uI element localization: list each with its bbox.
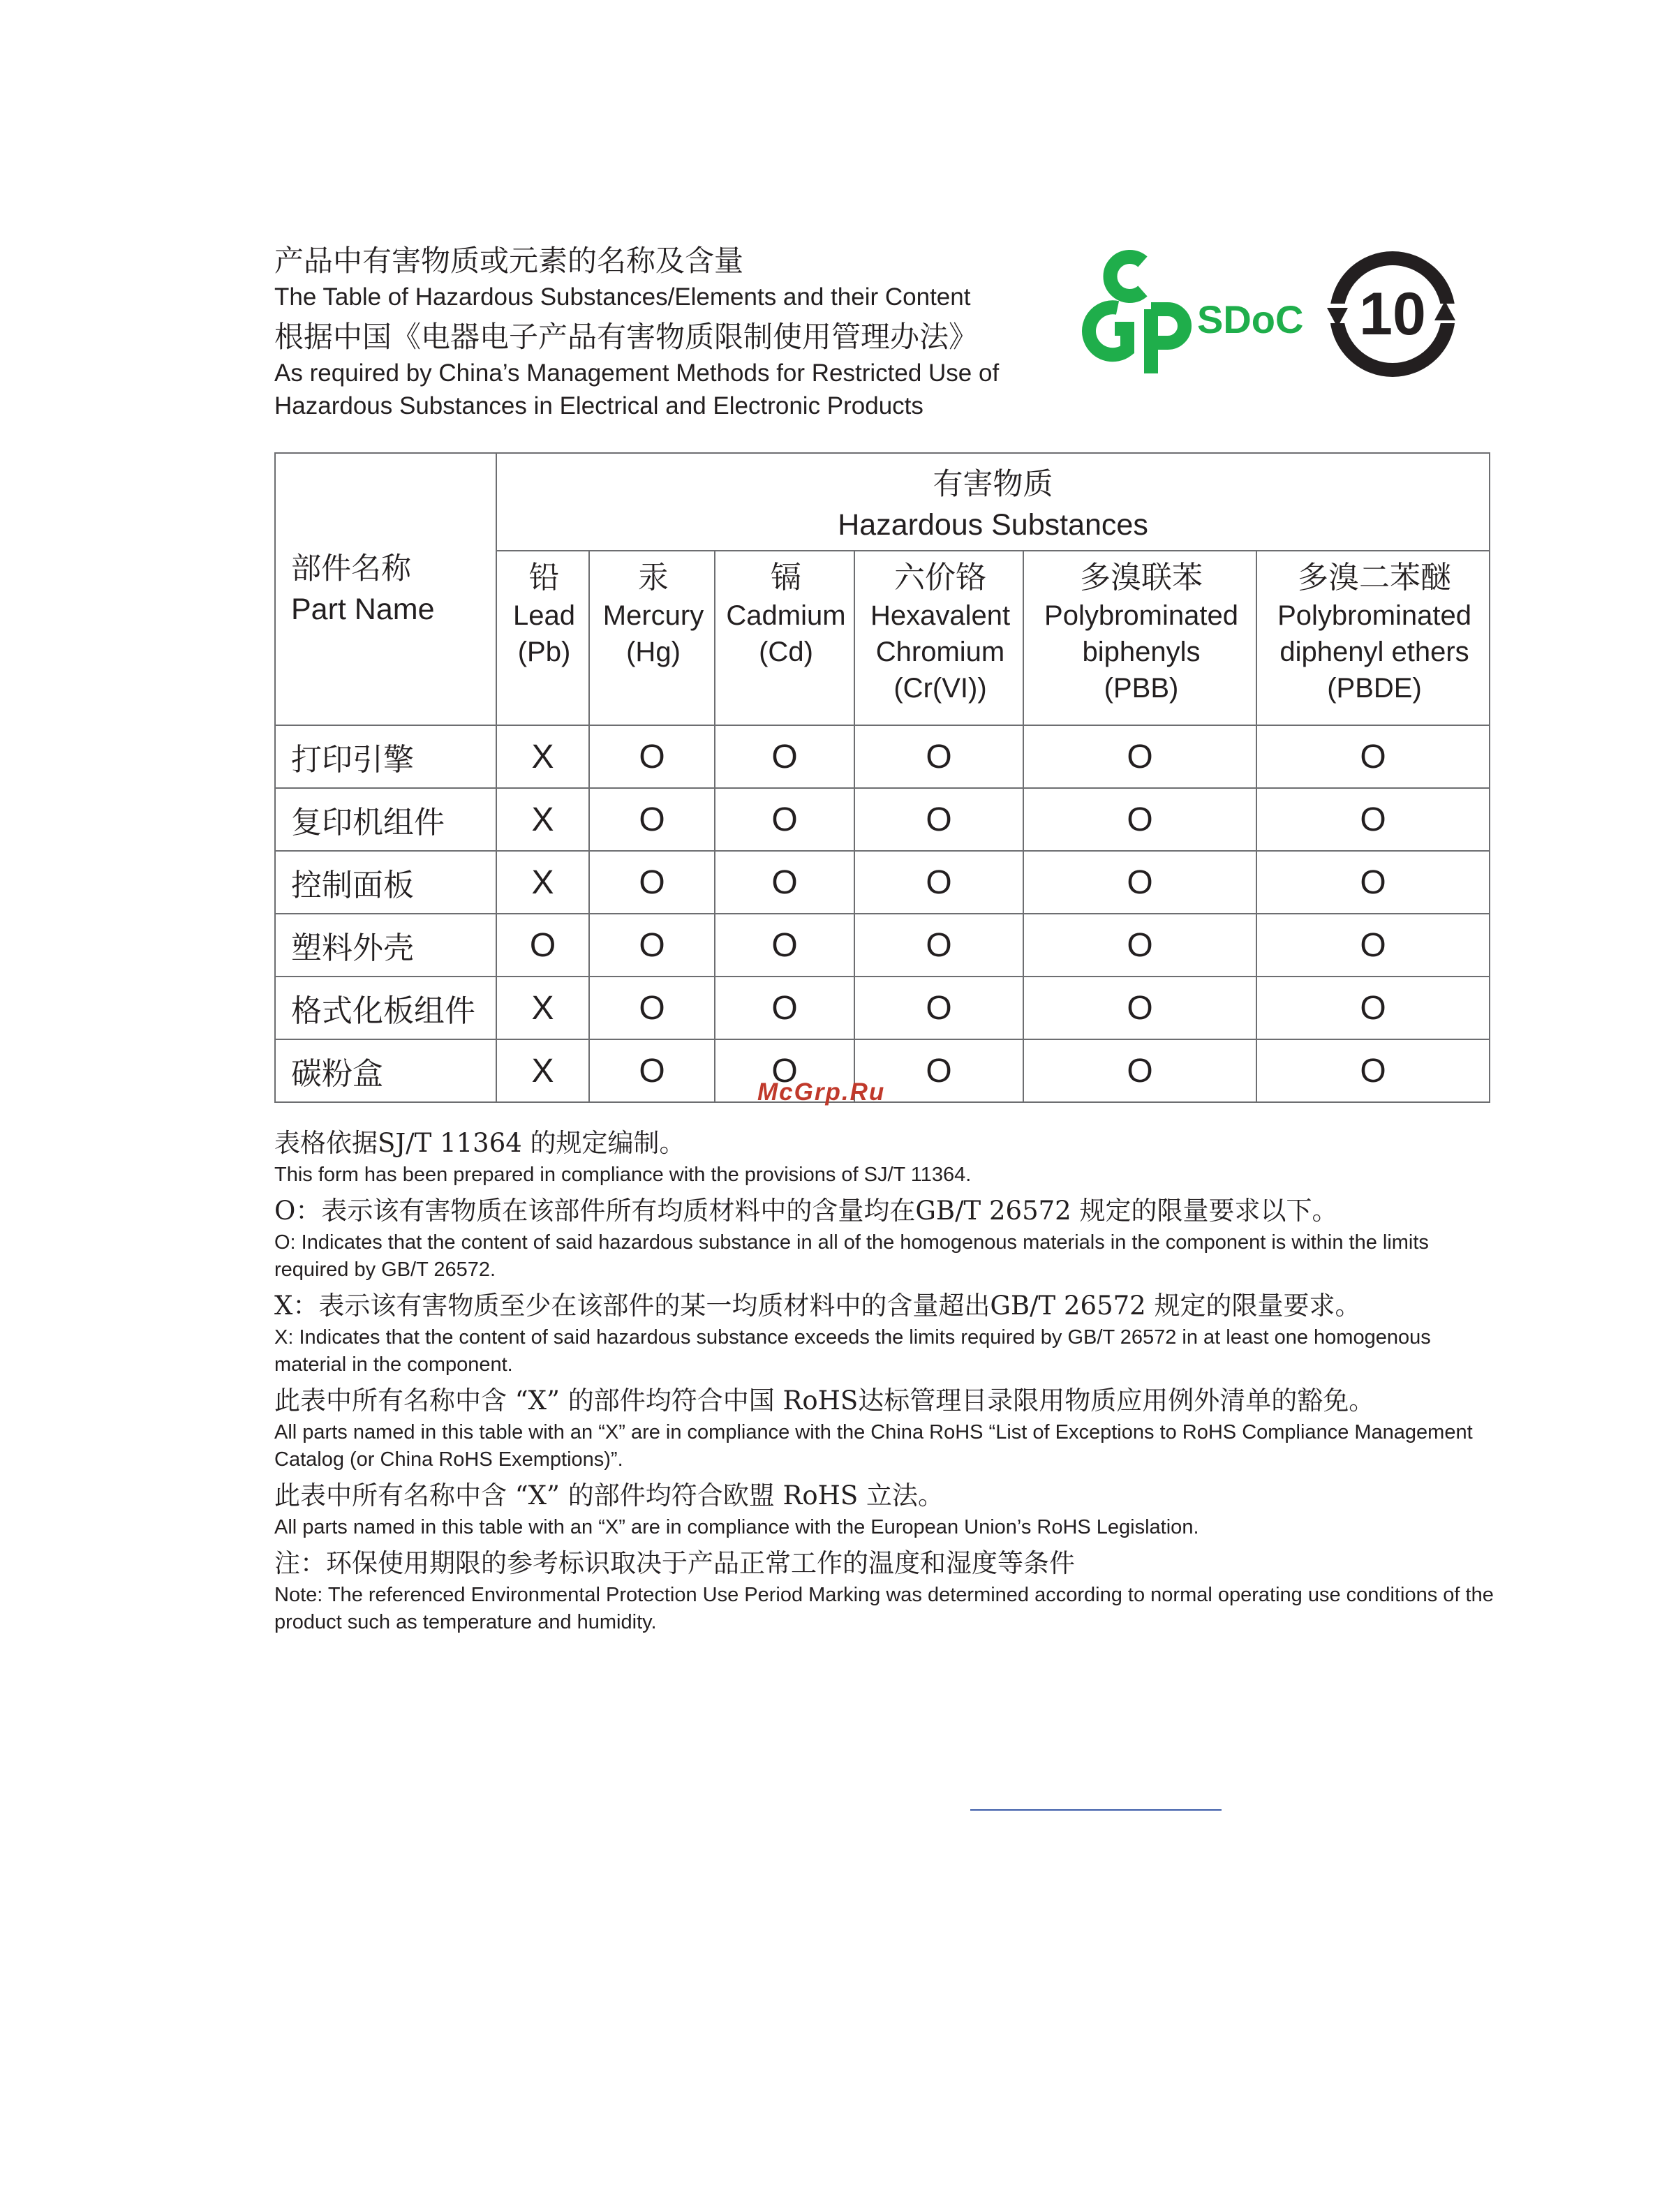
part-name-header-en: Part Name [291,593,435,626]
substance-mark-cell: O [589,725,715,788]
document-header [274,242,1084,422]
substance-mark-cell: X [496,725,589,788]
watermark: McGrp.Ru [757,1078,886,1106]
substance-mark-cell: O [1023,914,1256,977]
note-en: This form has been prepared in compliance with the provisions of SJ/T 11364. [274,1164,972,1186]
note-cn: 表格依据SJ/T 11364 的规定编制。 [274,1128,685,1158]
table-row [275,725,1490,788]
cqc-right-p [1151,309,1185,373]
decorative-underline [970,1809,1222,1811]
logos-svg [1078,241,1469,387]
table-row [275,851,1490,914]
note-en: O: Indicates that the content of said hazardous substance in all of the homogenous materials in the component is within the limits required by GB/T 26572. [274,1231,1429,1281]
substance-mark-cell: O [715,977,854,1039]
column-header-en-line: diphenyl ethers [1279,637,1469,667]
note-cn: X：表示该有害物质至少在该部件的某一均质材料中的含量超出GB/T 26572 规定的限量要求。 [274,1291,1361,1321]
column-header-en-line: Polybrominated [1044,600,1238,631]
note-en: X: Indicates that the content of said hazardous substance exceeds the limits required by GB/T 26572 in at least one homogenous material in the component. [274,1326,1431,1376]
notes-section [274,1125,1503,1640]
column-header-cn: 汞 [638,560,669,595]
substance-mark-cell: O [1256,914,1490,977]
column-header-en-line: Mercury [602,600,704,631]
basis-en-line-1: As required by China’s Management Methods for Restricted Use of [274,359,1000,387]
note-cn: O：表示该有害物质在该部件所有均质材料中的含量均在GB/T 26572 规定的限量要求以下。 [274,1196,1338,1226]
note-block [274,1478,1503,1541]
part-name-header-cn: 部件名称 [291,551,411,586]
hazardous-substances-header-en: Hazardous Substances [838,508,1148,542]
substance-mark-cell: X [496,788,589,851]
substance-mark-cell: O [715,725,854,788]
table-row [275,914,1490,977]
substance-mark-cell: O [1023,1039,1256,1102]
table-header-row-1 [275,453,1490,551]
note-block [274,1193,1503,1284]
note-cn: 此表中所有名称中含 “X” 的部件均符合欧盟 RoHS 立法。 [274,1480,944,1510]
column-header-2 [715,551,854,725]
substance-mark-cell: O [715,914,854,977]
substance-mark-cell: X [496,1039,589,1102]
note-block [274,1288,1503,1379]
substance-mark-cell: O [854,725,1023,788]
substance-mark-cell: X [496,851,589,914]
substance-mark-cell: O [1256,977,1490,1039]
substance-mark-cell: O [854,788,1023,851]
column-header-en-line: (Cd) [759,637,813,667]
column-header-5 [1256,551,1490,725]
note-cn: 此表中所有名称中含 “X” 的部件均符合中国 RoHS达标管理目录限用物质应用例外清单的豁免。 [274,1386,1375,1416]
substance-mark-cell: O [589,788,715,851]
part-name-cell: 格式化板组件 [275,977,496,1039]
note-en: All parts named in this table with an “X” are in compliance with the European Union’s RoHS Legislation. [274,1516,1199,1538]
part-name-cell: 复印机组件 [275,788,496,851]
part-name-cell: 打印引擎 [275,725,496,788]
table-row [275,977,1490,1039]
substance-mark-cell: O [589,914,715,977]
substance-mark-cell: O [589,851,715,914]
note-en: Note: The referenced Environmental Protection Use Period Marking was determined according to normal operating use conditions of the product such as temperature and humidity. [274,1584,1494,1633]
substance-mark-cell: O [589,1039,715,1102]
substance-mark-cell: O [715,851,854,914]
column-header-1 [589,551,715,725]
hazardous-substances-table [274,452,1490,1103]
substance-mark-cell: O [1256,851,1490,914]
part-name-cell: 碳粉盒 [275,1039,496,1102]
part-name-cell: 控制面板 [275,851,496,914]
substance-mark-cell: O [1256,725,1490,788]
substance-mark-cell: O [1256,788,1490,851]
column-header-cn: 多溴联苯 [1080,560,1203,595]
substance-mark-cell: X [496,977,589,1039]
substance-mark-cell: O [496,914,589,977]
column-header-3 [854,551,1023,725]
column-header-en-line: Polybrominated [1277,600,1471,631]
column-header-cn: 铅 [528,560,560,595]
column-header-cn: 多溴二苯醚 [1298,560,1452,595]
column-header-cn: 六价铬 [894,560,986,595]
substance-mark-cell: O [854,851,1023,914]
column-header-en-line: Chromium [875,637,1005,667]
cqc-mark-icon [1089,257,1185,373]
hazardous-substances-header-cn: 有害物质 [933,467,1053,502]
table-row [275,788,1490,851]
substance-mark-cell: O [589,977,715,1039]
substance-mark-cell: O [854,1039,1023,1102]
epup-years: 10 [1359,281,1426,348]
part-name-cell: 塑料外壳 [275,914,496,977]
basis-cn: 根据中国《电器电子产品有害物质限制使用管理办法》 [274,320,979,354]
column-header-en-line: Lead [513,600,575,631]
note-block [274,1383,1503,1474]
column-header-0 [496,551,589,725]
substance-mark-cell: O [1023,788,1256,851]
column-header-en-line: (PBDE) [1327,673,1422,704]
column-header-en-line: (Hg) [626,637,681,667]
column-header-en-line: Hexavalent [870,600,1011,631]
title-en: The Table of Hazardous Substances/Elements and their Content [274,283,971,311]
substance-mark-cell: O [854,977,1023,1039]
column-header-en-line: Cadmium [726,600,846,631]
title-cn: 产品中有害物质或元素的名称及含量 [274,244,744,278]
substance-mark-cell: O [854,914,1023,977]
column-header-4 [1023,551,1256,725]
substance-mark-cell: O [1023,725,1256,788]
part-name-header [275,453,496,725]
substance-mark-cell: O [715,1039,854,1102]
column-header-en-line: (Cr(VI)) [893,673,987,704]
note-cn: 注：环保使用期限的参考标识取决于产品正常工作的温度和湿度等条件 [274,1548,1075,1578]
certification-logos [1078,241,1469,387]
epup-10-icon [1324,258,1461,370]
cqc-top-c [1110,257,1143,296]
note-en: All parts named in this table with an “X” are in compliance with the China RoHS “List of Exceptions to RoHS Compliance Management Catalog (or China RoHS Exemptions)”. [274,1421,1473,1471]
basis-en-line-2: Hazardous Substances in Electrical and Electronic Products [274,392,923,420]
sdoc-label: SDoC [1197,297,1304,341]
column-header-en-line: (Pb) [517,637,571,667]
substance-mark-cell: O [1256,1039,1490,1102]
column-header-en-line: biphenyls [1082,637,1201,667]
cqc-left-g [1089,307,1127,355]
substance-mark-cell: O [715,788,854,851]
note-block [274,1545,1503,1636]
substance-mark-cell: O [1023,977,1256,1039]
note-block [274,1125,1503,1189]
hazardous-substances-header [496,453,1490,551]
column-header-cn: 镉 [771,560,801,595]
substance-mark-cell: O [1023,851,1256,914]
column-header-en-line: (PBB) [1104,673,1179,704]
